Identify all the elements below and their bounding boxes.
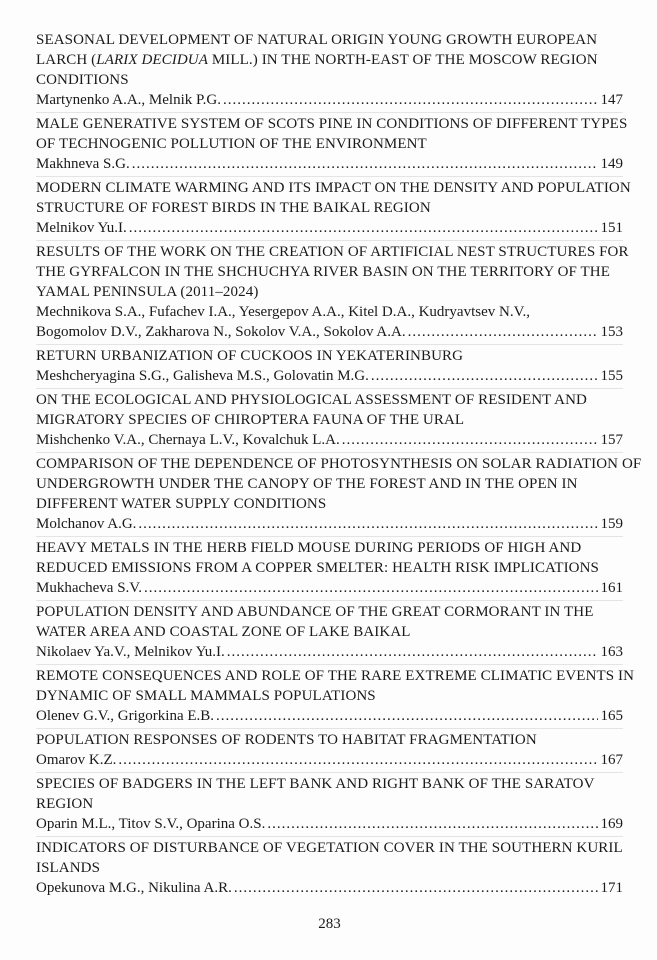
entry-title-line: COMPARISON OF THE DEPENDENCE OF PHOTOSYNTHESIS ON SOLAR RADIATION OF	[36, 456, 642, 472]
entry-title-line: THE GYRFALCON IN THE SHCHUCHYA RIVER BASIN ON THE TERRITORY OF THE	[36, 264, 610, 280]
toc-entry	[36, 30, 623, 110]
entry-title-line: ON THE ECOLOGICAL AND PHYSIOLOGICAL ASSESSMENT OF RESIDENT AND	[36, 392, 587, 408]
entry-authors: Olenev G.V., Grigorkina E.B.	[36, 708, 215, 724]
entry-authors-line	[36, 514, 623, 534]
toc-entry	[36, 600, 623, 662]
entry-page-number: 157	[600, 432, 623, 448]
entry-title-line: POPULATION RESPONSES OF RODENTS TO HABITAT FRAGMENTATION	[36, 732, 537, 748]
entry-authors-line	[36, 218, 623, 238]
toc-entry	[36, 452, 642, 534]
entry-page-number: 159	[600, 516, 623, 532]
toc-entry	[36, 240, 629, 342]
entry-title-line: MALE GENERATIVE SYSTEM OF SCOTS PINE IN CONDITIONS OF DIFFERENT TYPES	[36, 116, 628, 132]
entry-title-line: STRUCTURE OF FOREST BIRDS IN THE BAIKAL REGION	[36, 200, 431, 216]
entry-page-number: 163	[600, 644, 623, 660]
entry-title-line: INDICATORS OF DISTURBANCE OF VEGETATION COVER IN THE SOUTHERN KURIL	[36, 840, 623, 856]
entry-authors: Mishchenko V.A., Chernaya L.V., Kovalchuk L.A.	[36, 432, 340, 448]
entry-page-number: 149	[600, 156, 623, 172]
toc-entry	[36, 176, 631, 238]
toc-entry	[36, 112, 628, 174]
dot-leader	[267, 814, 597, 834]
entry-title-line: HEAVY METALS IN THE HERB FIELD MOUSE DURING PERIODS OF HIGH AND	[36, 540, 582, 556]
entry-title-line: MIGRATORY SPECIES OF CHIROPTERA FAUNA OF THE URAL	[36, 412, 465, 428]
dot-leader	[138, 514, 597, 534]
page-number-footer: 283	[318, 916, 341, 932]
dot-leader	[408, 322, 598, 342]
entry-title-line: LARCH (LARIX DECIDUA MILL.) IN THE NORTH-EAST OF THE MOSCOW REGION	[36, 52, 598, 68]
entry-authors: Nikolaev Ya.V., Melnikov Yu.I.	[36, 644, 225, 660]
entry-title-line: RESULTS OF THE WORK ON THE CREATION OF ARTIFICIAL NEST STRUCTURES FOR	[36, 244, 629, 260]
dot-leader	[216, 706, 597, 726]
toc-list	[36, 30, 642, 898]
dot-leader	[227, 642, 598, 662]
entry-authors: Opekunova M.G., Nikulina A.R.	[36, 880, 232, 896]
entry-page-number: 169	[600, 816, 623, 832]
entry-authors: Meshcheryagina S.G., Galisheva M.S., Golovatin M.G.	[36, 368, 369, 384]
entry-authors-line	[36, 322, 623, 342]
entry-authors: Mukhacheva S.V.	[36, 580, 142, 596]
toc-entry	[36, 664, 635, 726]
dot-leader	[132, 154, 598, 174]
entry-page-number: 171	[600, 880, 623, 896]
entry-authors: Oparin M.L., Titov S.V., Oparina O.S.	[36, 816, 266, 832]
entry-title-line: SEASONAL DEVELOPMENT OF NATURAL ORIGIN YOUNG GROWTH EUROPEAN	[36, 32, 598, 48]
entry-title-line: OF TECHNOGENIC POLLUTION OF THE ENVIRONMENT	[36, 136, 427, 152]
toc-entry	[36, 728, 623, 770]
toc-entry	[36, 388, 623, 450]
entry-title-line: REMOTE CONSEQUENCES AND ROLE OF THE RARE EXTREME CLIMATIC EVENTS IN	[36, 668, 635, 684]
dot-leader	[129, 218, 598, 238]
entry-title-line: YAMAL PENINSULA (2011–2024)	[36, 284, 259, 300]
entry-page-number: 147	[600, 92, 623, 108]
dot-leader	[144, 578, 598, 598]
entry-page-number: 155	[600, 368, 623, 384]
entry-page-number: 153	[600, 324, 623, 340]
entry-authors-line	[36, 706, 623, 726]
entry-authors-line	[36, 878, 623, 898]
entry-authors: Martynenko A.A., Melnik P.G.	[36, 92, 221, 108]
entry-authors-line	[36, 90, 623, 110]
entry-authors: Melnikov Yu.I.	[36, 220, 127, 236]
entry-title-line: SPECIES OF BADGERS IN THE LEFT BANK AND RIGHT BANK OF THE SARATOV	[36, 776, 595, 792]
entry-authors: Makhneva S.G.	[36, 156, 130, 172]
entry-authors-line	[36, 642, 623, 662]
entry-authors-line	[36, 154, 623, 174]
toc-entry	[36, 836, 623, 898]
entry-authors: Mechnikova S.A., Fufachev I.A., Yesergepov A.A., Kitel D.A., Kudryavtsev N.V.,	[36, 304, 530, 320]
entry-page-number: 161	[600, 580, 623, 596]
entry-authors-line	[36, 750, 623, 770]
entry-title-line: CONDITIONS	[36, 72, 129, 88]
dot-leader	[371, 366, 598, 386]
entry-title-line: RETURN URBANIZATION OF CUCKOOS IN YEKATERINBURG	[36, 348, 464, 364]
entry-authors-line	[36, 578, 623, 598]
entry-title-line: MODERN CLIMATE WARMING AND ITS IMPACT ON THE DENSITY AND POPULATION	[36, 180, 631, 196]
toc-entry	[36, 536, 623, 598]
toc-entry	[36, 772, 623, 834]
entry-authors: Omarov K.Z.	[36, 752, 117, 768]
dot-leader	[234, 878, 598, 898]
entry-title-line: ISLANDS	[36, 860, 101, 876]
entry-authors-line	[36, 366, 623, 386]
entry-title-line: REGION	[36, 796, 94, 812]
entry-authors-line	[36, 430, 623, 450]
entry-authors-line	[36, 302, 623, 322]
entry-title-line: DIFFERENT WATER SUPPLY CONDITIONS	[36, 496, 327, 512]
dot-leader	[342, 430, 598, 450]
dot-leader	[223, 90, 598, 110]
entry-page-number: 167	[600, 752, 623, 768]
entry-title-line: UNDERGROWTH UNDER THE CANOPY OF THE FOREST AND IN THE OPEN IN	[36, 476, 578, 492]
toc-entry	[36, 344, 623, 386]
entry-title-line: DYNAMIC OF SMALL MAMMALS POPULATIONS	[36, 688, 376, 704]
entry-authors-line	[36, 814, 623, 834]
entry-title-line: REDUCED EMISSIONS FROM A COPPER SMELTER: HEALTH RISK IMPLICATIONS	[36, 560, 599, 576]
entry-authors: Bogomolov D.V., Zakharova N., Sokolov V.A., Sokolov A.A.	[36, 324, 406, 340]
entry-page-number: 151	[600, 220, 623, 236]
dot-leader	[118, 750, 597, 770]
entry-authors: Molchanov A.G.	[36, 516, 137, 532]
entry-title-line: WATER AREA AND COASTAL ZONE OF LAKE BAIKAL	[36, 624, 411, 640]
entry-page-number: 165	[600, 708, 623, 724]
entry-title-line: POPULATION DENSITY AND ABUNDANCE OF THE GREAT CORMORANT IN THE	[36, 604, 594, 620]
